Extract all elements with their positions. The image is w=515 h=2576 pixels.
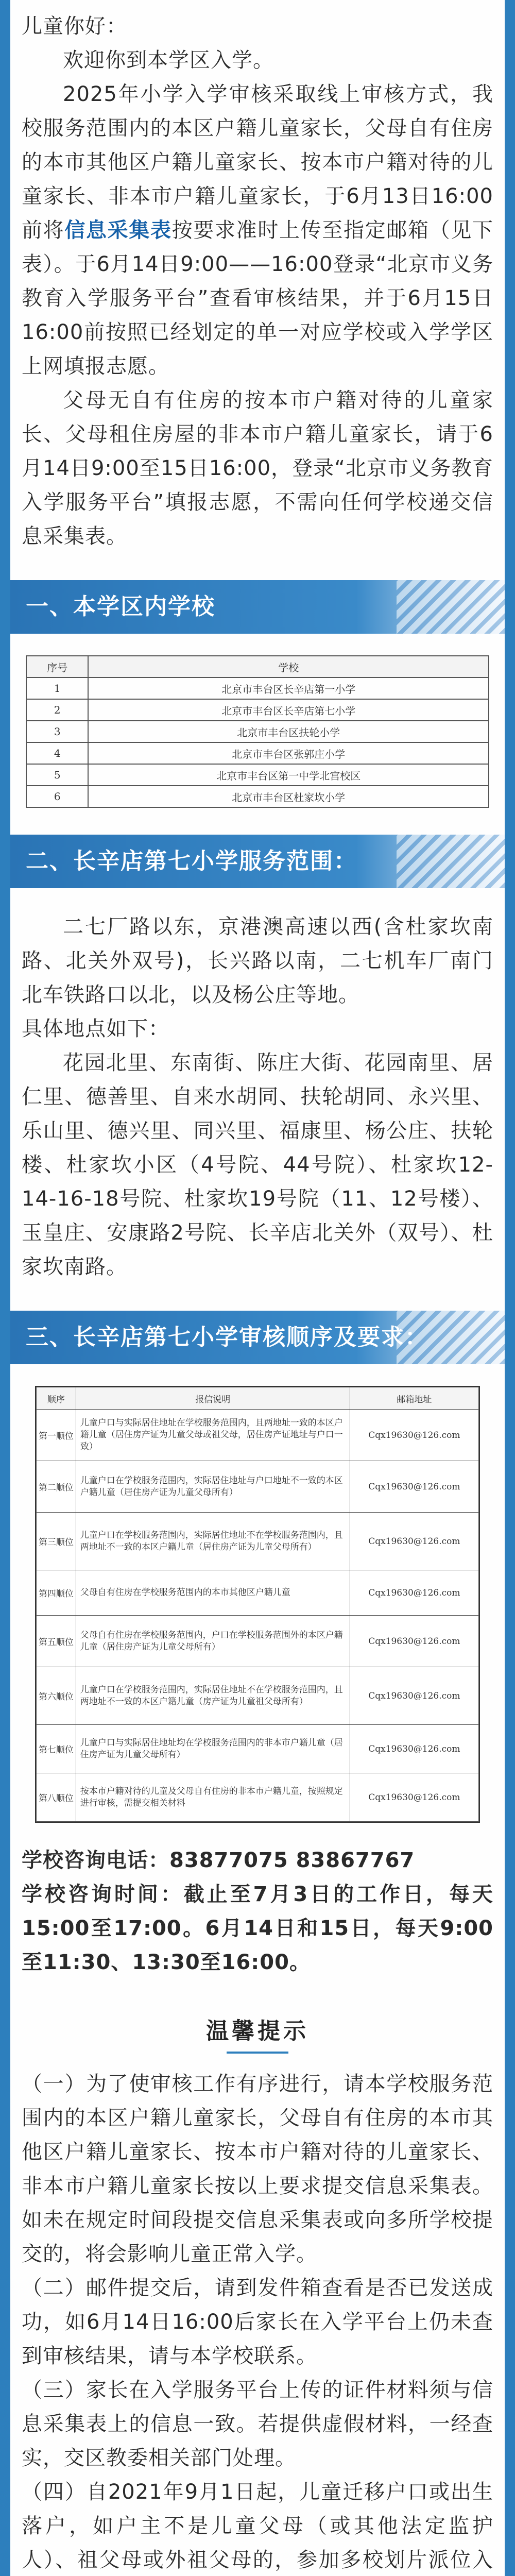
email-link[interactable]: Cqx19630@126.com bbox=[350, 1570, 478, 1616]
tip-item: （二）邮件提交后，请到发件箱查看是否已发送成功，如6月14日16:00后家长在入学平台上仍未查到审核结果，请与本学校联系。 bbox=[22, 2276, 493, 2368]
table-row: 第三顺位 儿童户口在学校服务范围内，实际居住地址不在学校服务范围内，且两地址不一致的本区户籍儿童（居住房产证为儿童父母所有） Cqx19630@126.com bbox=[37, 1513, 479, 1570]
tip-item: （四）自2021年9月1日起，儿童迁移户口或出生落户，如户主不是儿童父母（或其他法定监护人）、祖父母或外祖父母的，参加多校划片派位入 bbox=[22, 2480, 493, 2572]
intro-paragraph-1: 2025年小学入学审核采取线上审核方式，我校服务范围内的本区户籍儿童家长，父母自有住房的本市其他区户籍儿童家长、按本市户籍对待的儿童家长、非本市户籍儿童家长，于6月13日16:00前将信息采集表按要求准时上传至指定邮箱（见下表）。于6月14日9:00——16:00登录“北京市义务教育入学服务平台”查看审核结果，并于6月15日16:00前按照已经划定的单一对应学校或入学学区上网填报志愿。 bbox=[22, 82, 494, 378]
welcome-text: 欢迎你到本学区入学。 bbox=[63, 48, 274, 72]
contact-time-text: 截止至7月3日的工作日，每天15:00至17:00。6月14日和15日，每天9:00至11:30、13:30至16:00。 bbox=[22, 1883, 493, 1974]
table-row: 1 北京市丰台区长辛店第一小学 bbox=[26, 677, 489, 699]
email-link[interactable]: Cqx19630@126.com bbox=[350, 1773, 478, 1822]
intro-paragraph-2: 父母无自有住房的按本市户籍对待的儿童家长、父母租住房屋的非本市户籍儿童家长，请于6月14日9:00至15日16:00，登录“北京市义务教育入学服务平台”填报志愿，不需向任何学校递交信息采集表。 bbox=[22, 388, 493, 548]
contact-phone: 学校咨询电话：83877075 83867767 bbox=[22, 1849, 415, 1872]
tips-list bbox=[22, 2067, 493, 2576]
table-row: 4 北京市丰台区张郭庄小学 bbox=[26, 742, 489, 764]
orders-header-desc: 报信说明 bbox=[76, 1387, 350, 1410]
tips-divider bbox=[227, 2052, 288, 2054]
table-row: 6 北京市丰台区杜家坎小学 bbox=[26, 786, 489, 807]
phone-numbers: 83877075 83867767 bbox=[169, 1849, 415, 1872]
table-row: 第七顺位 儿童户口与实际居住地址均在学校服务范围内的非本市户籍儿童（居住房产证为儿童父母所有） Cqx19630@126.com bbox=[37, 1725, 479, 1773]
table-row: 第八顺位 按本市户籍对待的儿童及父母自有住房的非本市户籍儿童，按照规定进行审核，需提交相关材料 Cqx19630@126.com bbox=[37, 1773, 479, 1822]
tip-item: （一）为了使审核工作有序进行，请本学校服务范围内的本区户籍儿童家长，父母自有住房的本市其他区户籍儿童家长、按本市户籍对待的儿童家长、非本市户籍儿童家长按以上要求提交信息采集表。如未在规定时间段提交信息采集表或向多所学校提交的，将会影响儿童正常入学。 bbox=[22, 2072, 493, 2266]
orders-header-email: 邮箱地址 bbox=[350, 1387, 478, 1410]
service-range-text: 二七厂路以东，京港澳高速以西(含杜家坎南路、北关外双号)，长兴路以南，二七机车厂南门北车铁路口以北，以及杨公庄等地。 bbox=[22, 915, 493, 1007]
info-form-highlight: 信息采集表 bbox=[64, 218, 172, 242]
email-link[interactable]: Cqx19630@126.com bbox=[350, 1667, 478, 1725]
review-order-table bbox=[35, 1386, 480, 1823]
table-row: 5 北京市丰台区第一中学北宫校区 bbox=[26, 764, 489, 786]
email-link[interactable]: Cqx19630@126.com bbox=[350, 1616, 478, 1667]
detail-locations: 花园北里、东南街、陈庄大街、花园南里、居仁里、德善里、自来水胡同、扶轮胡同、永兴里、乐山里、德兴里、同兴里、福康里、杨公庄、扶轮楼、杜家坎小区（4号院、44号院）、杜家坎12-14-16-18号院、杜家坎19号院（11、12号楼）、玉皇庄、安康路2号院、长辛店北关外（双号）、杜家坎南路。 bbox=[22, 1051, 493, 1279]
tips-title: 温馨提示 bbox=[206, 2018, 309, 2044]
section-2-header bbox=[10, 835, 505, 888]
section-2-title: 二、长辛店第七小学服务范围： bbox=[26, 848, 357, 874]
section-1-header bbox=[10, 580, 505, 634]
schools-header-number: 序号 bbox=[26, 656, 88, 677]
contact-time: 学校咨询时间：截止至7月3日的工作日，每天15:00至17:00。6月14日和15日，每天9:00至11:30、13:30至16:00。 bbox=[22, 1883, 493, 1974]
section-3-title: 三、长辛店第七小学审核顺序及要求： bbox=[26, 1324, 428, 1350]
table-row: 第一顺位 儿童户口与实际居住地址在学校服务范围内，且两地址一致的本区户籍儿童（居住房产证为儿童父母或祖父母，居住房产证地址与户口一致） Cqx19630@126.com bbox=[37, 1410, 479, 1461]
schools-table bbox=[26, 655, 489, 808]
table-row: 第五顺位 父母自有住房在学校服务范围内，户口在学校服务范围外的本区户籍儿童（居住房产证为儿童父母所有） Cqx19630@126.com bbox=[37, 1616, 479, 1667]
schools-header-school: 学校 bbox=[88, 656, 489, 677]
greeting: 儿童你好： bbox=[22, 14, 127, 38]
orders-header-order: 顺序 bbox=[37, 1387, 76, 1410]
table-row: 第四顺位 父母自有住房在学校服务范围内的本市其他区户籍儿童 Cqx19630@126.com bbox=[37, 1570, 479, 1616]
email-link[interactable]: Cqx19630@126.com bbox=[350, 1410, 478, 1461]
section-1-title: 一、本学区内学校 bbox=[26, 594, 215, 620]
section-3-header bbox=[10, 1311, 505, 1364]
email-link[interactable]: Cqx19630@126.com bbox=[350, 1513, 478, 1570]
email-link[interactable]: Cqx19630@126.com bbox=[350, 1461, 478, 1513]
table-row: 第六顺位 儿童户口在学校服务范围内，实际居住地址不在学校服务范围内，且两地址不一致的本区户籍儿童（房产证为儿童祖父母所有） Cqx19630@126.com bbox=[37, 1667, 479, 1725]
table-row: 2 北京市丰台区长辛店第七小学 bbox=[26, 699, 489, 721]
tip-item: （三）家长在入学服务平台上传的证件材料须与信息采集表上的信息一致。若提供虚假材料，一经查实，交区教委相关部门处理。 bbox=[22, 2378, 493, 2470]
table-row: 3 北京市丰台区扶轮小学 bbox=[26, 721, 489, 742]
table-row: 第二顺位 儿童户口在学校服务范围内，实际居住地址与户口地址不一致的本区户籍儿童（居住房产证为儿童父母所有） Cqx19630@126.com bbox=[37, 1461, 479, 1513]
email-link[interactable]: Cqx19630@126.com bbox=[350, 1725, 478, 1773]
detail-label: 具体地点如下： bbox=[22, 1017, 169, 1041]
notice-content bbox=[22, 0, 493, 2576]
